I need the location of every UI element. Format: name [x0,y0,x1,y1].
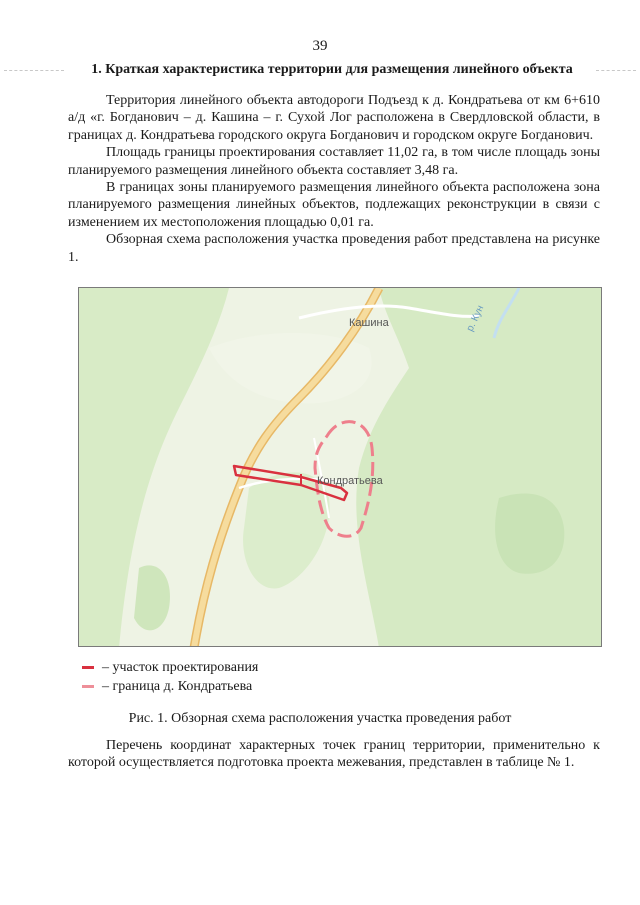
legend-label-boundary: – граница д. Кондратьева [102,679,253,694]
map-canvas [79,288,602,647]
label-river: р. Кун [464,303,487,334]
legend-village-boundary [82,677,258,696]
legend-project-site [82,658,258,677]
page-number: 39 [312,38,328,54]
paragraph-coordinates: Перечень координат характерных точек границ территории, применительно к которой осуществляется подготовка проекта межевания, представлен в таблице № 1. [68,738,600,771]
paragraph-reconstruction: В границах зоны планируемого размещения линейного объекта расположена зона планируемого размещения линейных объектов, подлежащих реконструкции в связи с изменением их местоположения площадью 0,01 га. [68,180,600,230]
intro-text [68,92,600,266]
paragraph-territory: Территория линейного объекта автодороги Подъезд к д. Кондратьева от км 6+610 а/д «г. Богданович – д. Кашина – г. Сухой Лог расположена в Свердловской области, в границах д. Кондратьева городского округа Богданович и городском округе Богданович. [68,93,600,143]
section-title: 1. Краткая характеристика территории для размещения линейного объекта [91,62,573,77]
map-legend [82,658,258,696]
scan-artifact-right [596,70,636,72]
paragraph-map-reference: Обзорная схема расположения участка проведения работ представлена на рисунке 1. [68,232,600,265]
closing-text [68,737,600,772]
overview-map [78,287,602,647]
legend-swatch-project [82,666,94,669]
paragraph-area: Площадь границы проектирования составляет 11,02 га, в том числе площадь зоны планируемого размещения линейного объекта составляет 3,48 га. [68,145,600,178]
scan-artifact-left [4,70,64,72]
legend-swatch-boundary [82,685,94,688]
forest-east-patch [495,493,564,573]
label-kondratyeva: Кондратьева [317,475,383,487]
label-kashina: Кашина [349,317,389,329]
figure-caption: Рис. 1. Обзорная схема расположения участка проведения работ [128,711,512,726]
legend-label-project: – участок проектирования [102,660,259,675]
